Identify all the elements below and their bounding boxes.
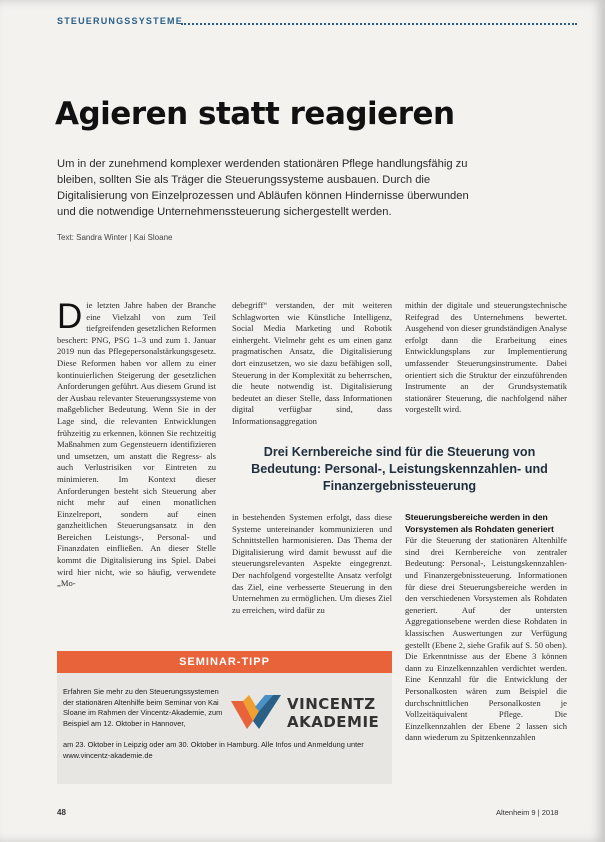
section-label: STEUERUNGSSYSTEME bbox=[57, 16, 183, 26]
article-lead: Um in der zunehmend komplexer werdenden stationären Pflege handlungsfähig zu bleiben, sollten Sie als Träger die Steuerungssysteme ausbauen. Durch die Digitalisierung von Einzelprozessen und Abläufen können Hindernisse überwunden und die notwendige Unternehmenssteuerung sichergestellt werden. bbox=[57, 158, 469, 218]
seminar-title: SEMINAR-TIPP bbox=[179, 656, 270, 668]
byline: Text: Sandra Winter | Kai Sloane bbox=[57, 233, 173, 242]
seminar-header bbox=[57, 651, 392, 673]
body-column-2-lower: in bestehenden Systemen erfolgt, dass diese Systeme untereinander kommunizieren und Schnittstellen harmonisieren. Das Thema der Digitalisierung wird damit bewusst auf die steuerungsrelevanten Aspekte eingegrenzt. Der nachfolgend vorgestellte Ansatz verfolgt das Ziel, eine verbesserte Steuerung in den Unternehmen zu ermöglichen. Um dieses Ziel zu erreichen, wird dafür zu bbox=[232, 512, 392, 615]
seminar-text-continued: am 23. Oktober in Leipzig oder am 30. Oktober in Hamburg. Alle Infos und Anmeldung unter www.vincentz-akademie.de bbox=[63, 740, 364, 760]
page-number: 48 bbox=[57, 808, 66, 817]
body-column-2: debegriff“ verstanden, der mit weiteren Schlagworten wie Künstliche Intelligenz, Social Media Marketing und Robotik einhergeht. Vielmehr geht es um einen ganz pragmatischen Ansatz, die Digitalisierung dort einzusetzen, wo sie dazu befähigen soll, Steuerung in der Komplexität zu beherrschen, die heute notwendig ist. Digitalisierung bedeutet an dieser Stelle, dass Informationen digital verfügbar sind, dass Informationsaggregation bbox=[232, 300, 392, 426]
section-header bbox=[57, 16, 577, 30]
subheading: Steuerungsbereiche werden in den Vorsystemen als Rohdaten generiert bbox=[405, 512, 554, 534]
logo-subtitle: AKADEMIE bbox=[287, 713, 380, 731]
pull-quote: Drei Kernbereiche sind für die Steuerung von Bedeutung: Personal-, Leistungskennzahlen- und Finanzergebnissteuerung bbox=[251, 445, 548, 493]
vincentz-logo bbox=[229, 689, 379, 735]
journal-issue: Altenheim 9 | 2018 bbox=[496, 808, 559, 817]
dotted-rule bbox=[181, 23, 577, 25]
drop-cap: D bbox=[57, 300, 83, 336]
vincentz-logo-icon bbox=[229, 691, 283, 731]
body-column-1 bbox=[57, 300, 216, 640]
body-column-3: mithin der digitale und steuerungstechnische Reifegrad des Unternehmens bewertet. Ausgehend von dieser grundständigen Analyse erfolgt dann die Erarbeitung eines Entwicklungsplans zur Implementierung umfassender Steuerungsinstrumente. Dabei orientiert sich die Struktur der einzuführenden Instrumente an der Grundsystematik stationärer Steuerung, die nachfolgend näher vorgestellt wird. bbox=[405, 300, 567, 415]
body-text: ie letzten Jahre haben der Branche eine Vielzahl von zum Teil tiefgreifenden gesetzlichen Reformen beschert: PNG, PSG 1–3 und zum 1. Januar 2019 nun das Pflegepersonalstärkungsgesetz. Diese Reformen haben vor allem zu einer kontinuierlichen Steigerung der gesetzlichen Anforderungen geführt. Aus diesem Grund ist der Ausbau relevanter Steuerungssysteme von maßgeblicher Bedeutung. Wenn Sie in der Lage sind, die relevanten Entwicklungen frühzeitig zu erkennen, können Sie rechtzeitig Maßnahmen zum Gegensteuern identifizieren und umsetzen, um anstatt die Regress- als auch Verlustrisiken vor Eintreten zu minimieren. Im Kontext dieser Anforderungen besteht sich Steuerung aber nicht mehr auf einen monatlichen Einzelreport, sondern auf einen ganzheitlichen Steuerungsansatz in den Bereichen Leistungs-, Personal- und Finanzdaten einfließen. An dieser Stelle kommt die Digitalisierung ins Spiel. Dabei wird hier nicht, wie so häufig, verwendete „Mo- bbox=[57, 300, 216, 589]
body-text: Für die Steuerung der stationären Altenhilfe sind drei Kernbereiche von zentraler Bedeutung: Personal-, Leistungskennzahlen- und Finanzergebnissteuerung. Informationen für diese drei Steuerungsbereiche werden in den verschiedenen Vorsystemen als Rohdaten generiert. Auf der untersten Aggregationsebene werden diese Rohdaten in klassischen Auswertungen zur Verfügung gestellt (Ebene 2, siehe Grafik auf S. 50 oben). Die Erkenntnisse aus der Ebene 3 können dann zu Einzelkennzahlen verdichtet werden. Eine Kennzahl für die Entwicklung der Personalkosten wären zum Beispiel die durchschnittlichen Personalkosten je Vollzeitäquivalent Pflege. Die Einzelkennzahlen der Ebene 2 lassen sich dann wiederum zu Spitzenkennzahlen bbox=[405, 535, 567, 743]
body-column-3-lower bbox=[405, 512, 567, 808]
seminar-text: Erfahren Sie mehr zu den Steuerungssystemen der stationären Altenhilfe beim Seminar von Kai Sloane im Rahmen der Vincentz-Akademie, zum Beispiel am 12. Oktober in Hannover, bbox=[63, 687, 223, 728]
seminar-box bbox=[57, 651, 392, 784]
logo-name: VINCENTZ bbox=[287, 695, 376, 713]
article-title: Agieren statt reagieren bbox=[55, 96, 455, 132]
